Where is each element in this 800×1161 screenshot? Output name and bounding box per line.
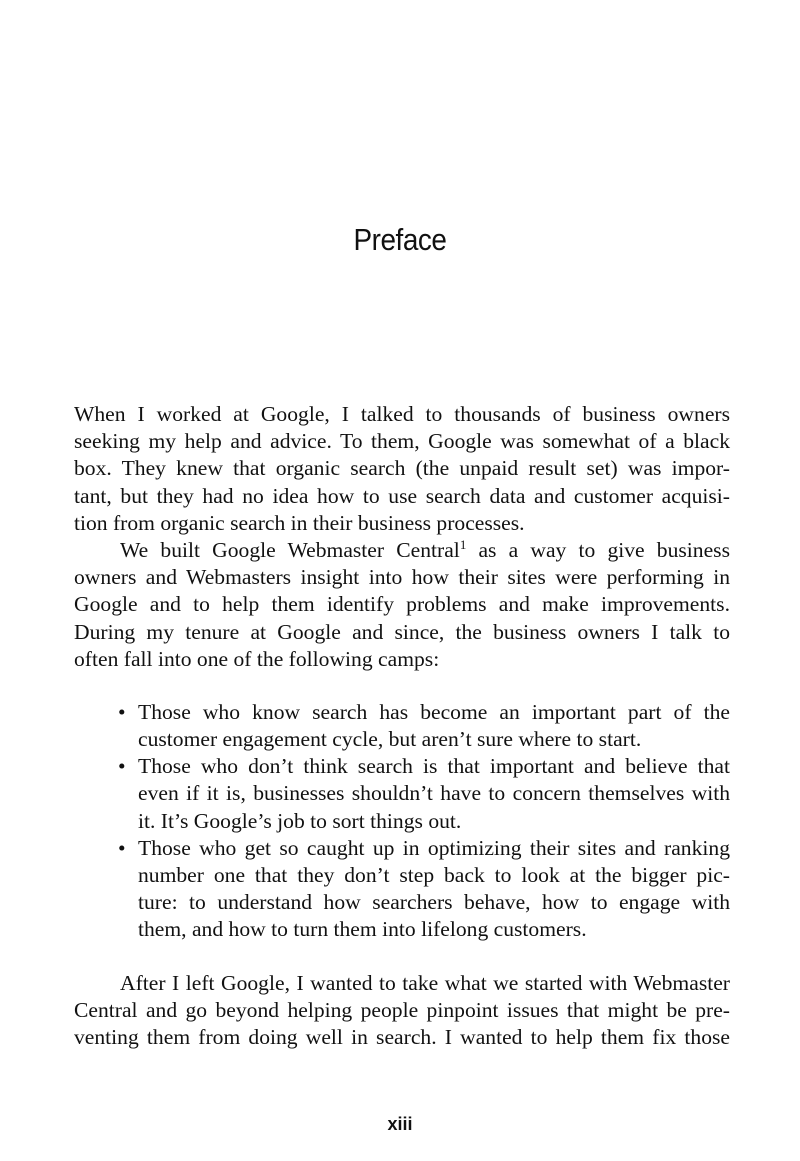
text-line: tant, but they had no idea how to use search data and customer acquisi-	[74, 483, 730, 508]
footnote-mark: 1	[459, 536, 467, 552]
text-line: owners and Webmasters insight into how their sites were performing in	[74, 565, 730, 590]
bullet-icon: •	[118, 699, 126, 724]
text-line: number one that they don’t step back to look at the bigger pic-	[138, 863, 730, 887]
text-line	[74, 537, 730, 564]
spacer	[74, 673, 730, 699]
text-line: Central and go beyond helping people pinpoint issues that might be pre-	[74, 997, 730, 1022]
text-line: When I worked at Google, I talked to thousands of business owners	[74, 402, 730, 426]
bullet-icon: •	[118, 835, 126, 860]
text-line: After I left Google, I wanted to take what we started with Webmaster	[120, 970, 730, 995]
text-line: Google and to help them identify problems and make improvements.	[74, 592, 730, 617]
text-line: often fall into one of the following camps:	[74, 646, 440, 671]
list-item	[74, 699, 730, 753]
text-line: venting them from doing well in search. I wanted to help them fix those	[74, 1024, 730, 1049]
text-span: We built Google Webmaster Central	[120, 537, 460, 562]
text-line: Those who don’t think search is that important and believe that	[138, 754, 730, 779]
body-text	[74, 401, 730, 1051]
paragraph-after-google	[74, 970, 730, 1052]
chapter-title: Preface	[353, 222, 447, 257]
text-line: even if it is, businesses shouldn’t have to concern themselves with	[138, 781, 730, 806]
text-line: customer engagement cycle, but aren’t sure where to start.	[138, 727, 642, 752]
list-item	[74, 753, 730, 835]
bullet-icon: •	[118, 754, 126, 779]
text-line: it. It’s Google’s job to sort things out.	[138, 808, 462, 833]
text-line: them, and how to turn them into lifelong customers.	[138, 917, 587, 942]
list-item	[74, 835, 730, 944]
text-line: seeking my help and advice. To them, Google was somewhat of a black	[74, 429, 730, 454]
spacer	[74, 944, 730, 970]
text-line: Those who get so caught up in optimizing their sites and ranking	[138, 835, 730, 860]
text-line: ture: to understand how searchers behave, how to engage with	[138, 890, 730, 915]
text-line: tion from organic search in their business processes.	[74, 510, 525, 535]
bullet-list	[74, 699, 730, 944]
text-line: Those who know search has become an important part of the	[138, 699, 730, 724]
paragraph-intro	[74, 401, 730, 537]
text-span: as a way to give business	[466, 537, 730, 562]
paragraph-webmaster-central	[74, 537, 730, 673]
text-line: box. They knew that organic search (the unpaid result set) was impor-	[74, 456, 730, 481]
page-number: xiii	[387, 1114, 413, 1134]
text-line: During my tenure at Google and since, the business owners I talk to	[74, 619, 730, 644]
